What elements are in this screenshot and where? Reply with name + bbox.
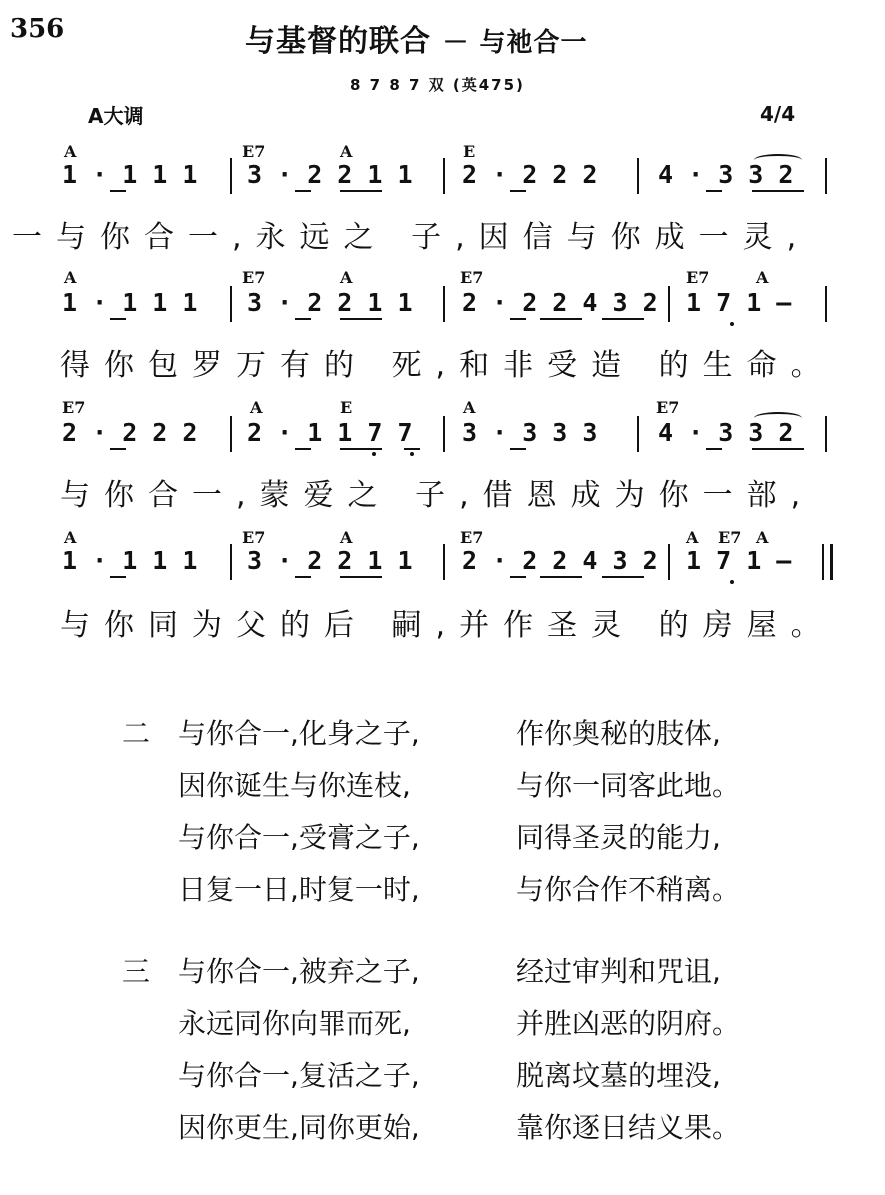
key-signature: A大调: [88, 104, 144, 128]
verse-line-right: 与你一同客此地。: [516, 769, 741, 802]
chord: E7: [460, 268, 484, 287]
underline: [340, 318, 382, 320]
underline: [110, 448, 126, 450]
verse-line-right: 脱离坟墓的埋没,: [516, 1059, 721, 1092]
underline: [404, 448, 420, 450]
hymn-number: 356: [10, 14, 65, 44]
verse-number: 二: [122, 717, 151, 750]
barline: [825, 286, 827, 322]
chord: E7: [62, 398, 86, 417]
lyric-line: 与你合一,蒙爱之 子,借恩成为你一部,: [60, 478, 815, 513]
underline: [510, 576, 526, 578]
chord: E7: [686, 268, 710, 287]
measure: 4 · 3 3 2: [658, 160, 794, 189]
measure: 2 · 2 2 4 3 2: [462, 546, 658, 575]
barline: [230, 158, 232, 194]
lyric-line: 一与你合一,永远之 子,因信与你成一灵,: [12, 220, 811, 255]
verse-line-right: 经过审判和咒诅,: [516, 955, 721, 988]
underline: [110, 576, 126, 578]
measure: 4 · 3 3 2: [658, 418, 794, 447]
chord: A: [340, 142, 353, 161]
barline: [668, 544, 670, 580]
underline: [510, 190, 526, 192]
verse-line-right: 靠你逐日结义果。: [516, 1111, 741, 1144]
underline: [340, 190, 382, 192]
underline: [602, 318, 644, 320]
chord: E7: [460, 528, 484, 547]
chord: E: [463, 142, 476, 161]
tie: [754, 412, 802, 424]
verse-line-left: 因你更生,同你更始,: [178, 1111, 420, 1144]
verse-line-left: 与你合一,被弃之子,: [178, 955, 420, 988]
chord: A: [340, 528, 353, 547]
measure: 1 7 1 —: [686, 546, 792, 575]
verse-line-right: 与你合作不稍离。: [516, 873, 741, 906]
dot-below: [410, 452, 414, 456]
measure: 1 · 1 1 1: [62, 546, 198, 575]
measure: 2 · 2 2 2: [462, 160, 598, 189]
barline: [825, 416, 827, 452]
barline: [443, 416, 445, 452]
chord: A: [64, 142, 77, 161]
verse-line-left: 与你合一,化身之子,: [178, 717, 420, 750]
measure: 2 · 2 2 4 3 2: [462, 288, 658, 317]
chord: E7: [718, 528, 742, 547]
barline: [443, 544, 445, 580]
hymn-title: [245, 16, 588, 60]
chord: E7: [656, 398, 680, 417]
chord: A: [756, 268, 769, 287]
barline: [230, 286, 232, 322]
meter-info: 8 7 8 7 双 (英475): [350, 76, 525, 94]
measure: 2 · 1 1 7 7: [247, 418, 413, 447]
chord: A: [64, 528, 77, 547]
underline: [340, 448, 382, 450]
verse-line-right: 作你奥秘的肢体,: [516, 717, 721, 750]
measure: 3 · 2 2 1 1: [247, 160, 413, 189]
underline: [540, 576, 582, 578]
chord: A: [686, 528, 699, 547]
verse-line-left: 日复一日,时复一时,: [178, 873, 420, 906]
time-signature: 4/4: [760, 102, 796, 126]
chord: E7: [242, 142, 266, 161]
title-sub: － 与祂合一: [442, 28, 588, 58]
chord: A: [340, 268, 353, 287]
title-main: 与基督的联合: [245, 24, 431, 59]
lyric-line: 与你同为父的后 嗣,并作圣灵 的房屋。: [60, 608, 835, 643]
measure: 3 · 3 3 3: [462, 418, 598, 447]
underline: [510, 318, 526, 320]
barline: [668, 286, 670, 322]
underline: [295, 318, 311, 320]
verse-line-right: 并胜凶恶的阴府。: [516, 1007, 741, 1040]
underline: [110, 318, 126, 320]
verse-line-left: 永远同你向罪而死,: [178, 1007, 411, 1040]
barline: [230, 416, 232, 452]
underline: [295, 448, 311, 450]
measure: 2 · 2 2 2: [62, 418, 198, 447]
underline: [706, 448, 722, 450]
verse-line-left: 因你诞生与你连枝,: [178, 769, 411, 802]
barline: [637, 416, 639, 452]
measure: 3 · 2 2 1 1: [247, 546, 413, 575]
measure: 1 · 1 1 1: [62, 160, 198, 189]
underline: [540, 318, 582, 320]
chord: A: [64, 268, 77, 287]
chord: E: [340, 398, 353, 417]
chord: A: [756, 528, 769, 547]
measure: 1 · 1 1 1: [62, 288, 198, 317]
underline: [295, 190, 311, 192]
barline: [825, 158, 827, 194]
dot-below: [372, 452, 376, 456]
verse-line-left: 与你合一,受膏之子,: [178, 821, 420, 854]
dot-below: [730, 322, 734, 326]
underline: [295, 576, 311, 578]
underline: [752, 448, 804, 450]
lyric-line: 得你包罗万有的 死,和非受造 的生命。: [60, 348, 835, 383]
barline: [443, 286, 445, 322]
dot-below: [730, 580, 734, 584]
barline: [637, 158, 639, 194]
final-barline-thick: [830, 544, 833, 580]
verse-number: 三: [122, 955, 151, 988]
barline: [230, 544, 232, 580]
chord: A: [250, 398, 263, 417]
barline: [443, 158, 445, 194]
underline: [510, 448, 526, 450]
underline: [110, 190, 126, 192]
verse-line-left: 与你合一,复活之子,: [178, 1059, 420, 1092]
underline: [340, 576, 382, 578]
underline: [752, 190, 804, 192]
tie: [754, 154, 802, 166]
chord: E7: [242, 268, 266, 287]
chord: E7: [242, 528, 266, 547]
underline: [602, 576, 644, 578]
measure: 3 · 2 2 1 1: [247, 288, 413, 317]
final-barline-thin: [822, 544, 824, 580]
underline: [706, 190, 722, 192]
verse-line-right: 同得圣灵的能力,: [516, 821, 721, 854]
chord: A: [463, 398, 476, 417]
measure: 1 7 1 —: [686, 288, 792, 317]
